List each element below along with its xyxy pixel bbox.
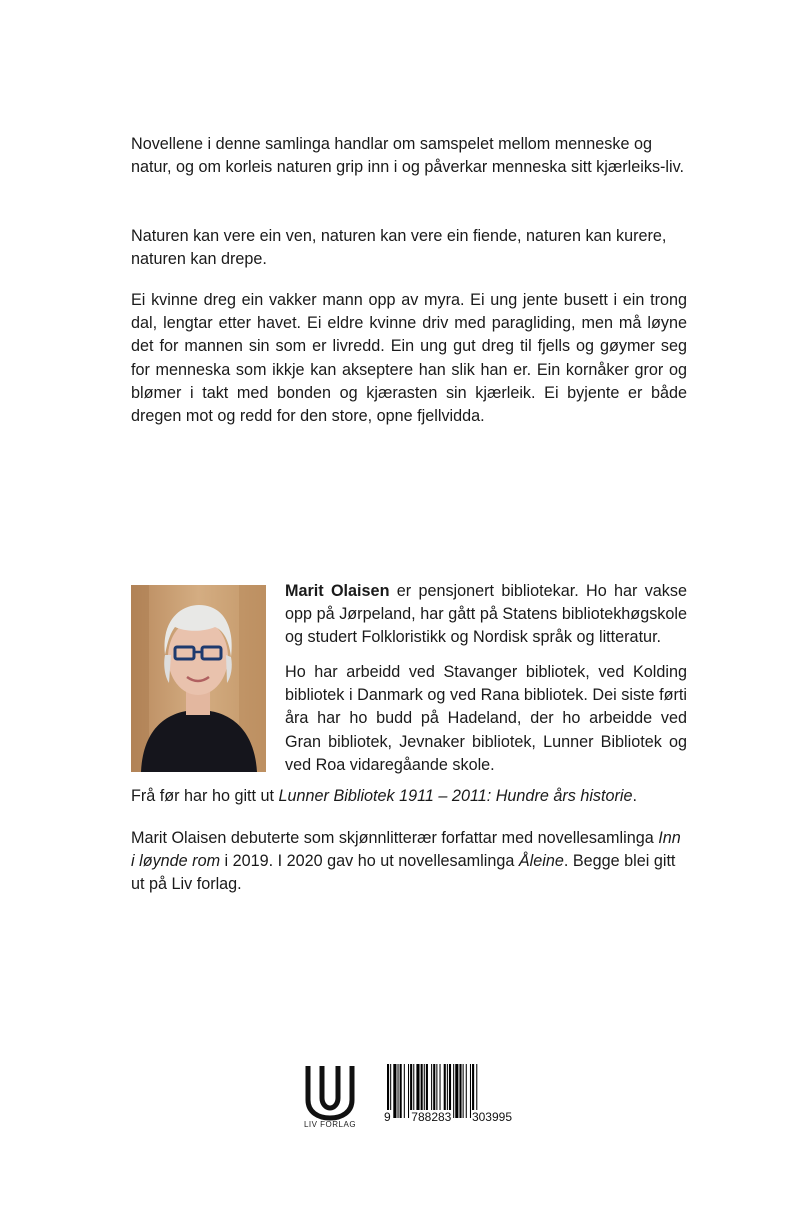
debut-title-1: Inn i løynde rom <box>131 829 681 871</box>
author-bio-1-text: er pensjonert bibliotekar. Ho har vakse opp på Jørpeland, har gått på Statens bibliotekhøgskole og studert Folkloristikk og Nordisk språk og litteratur. <box>285 582 687 647</box>
debut-text-3: . Begge blei gitt ut på Liv forlag. <box>131 852 676 894</box>
blurb-paragraph-3: Ei kvinne dreg ein vakker mann opp av myra. Ei ung jente busett i ein trong dal, lengtar etter havet. Ei eldre kvinne driv med paragliding, men må løyne det for mannen sin som er livredd. Ein ung gut dreg til fjells og gøymer seg for menneska som ikkje kan akseptere han slik han er. Ein kornåker gror og blømer i takt med bonden og kjærasten sin kjærleik. Ei byjente er både dregen mot og redd for den store, opne fjellvidda. <box>131 291 687 426</box>
prior-works <box>131 785 687 808</box>
isbn-group-1: 788283 <box>411 1110 452 1124</box>
publisher-name: LIV FORLAG <box>303 1120 357 1129</box>
blurb-paragraph-2: Naturen kan vere ein ven, naturen kan vere ein fiende, naturen kan kurere, naturen kan drepe. <box>131 227 667 269</box>
author-bio-1 <box>285 580 687 650</box>
isbn-group-2: 303995 <box>471 1110 512 1124</box>
debut-title-2: Åleine <box>518 852 564 871</box>
debut-info <box>131 827 687 897</box>
blurb-paragraph-1: Novellene i denne samlinga handlar om samspelet mellom menneske og natur, og om korleis naturen grip inn i og påverkar menneska sitt kjærleiks-liv. <box>131 135 685 177</box>
prior-works-end: . <box>632 787 637 805</box>
debut-text-1: Marit Olaisen debuterte som skjønnlitterær forfattar med novellesamlinga <box>131 829 659 847</box>
author-bio-2: Ho har arbeidd ved Stavanger bibliotek, ved Kolding bibliotek i Danmark og ved Rana bibliotek. Dei siste førti åra har ho budd på Hadeland, der ho arbeidde ved Gran bibliotek, Jevnaker bibliotek, Lunner Bibliotek og ved Roa vidaregåande skole. <box>285 663 687 774</box>
isbn-prefix: 9 <box>384 1110 391 1124</box>
prior-work-title: Lunner Bibliotek 1911 – 2011: Hundre års historie <box>278 787 633 805</box>
author-photo <box>131 585 266 772</box>
prior-works-text: Frå før har ho gitt ut <box>131 787 279 805</box>
liv-forlag-logo-icon <box>300 1062 360 1142</box>
isbn-number <box>383 1110 513 1124</box>
debut-text-2: i 2019. I 2020 gav ho ut novellesamlinga <box>220 852 519 871</box>
author-name: Marit Olaisen <box>285 582 390 600</box>
